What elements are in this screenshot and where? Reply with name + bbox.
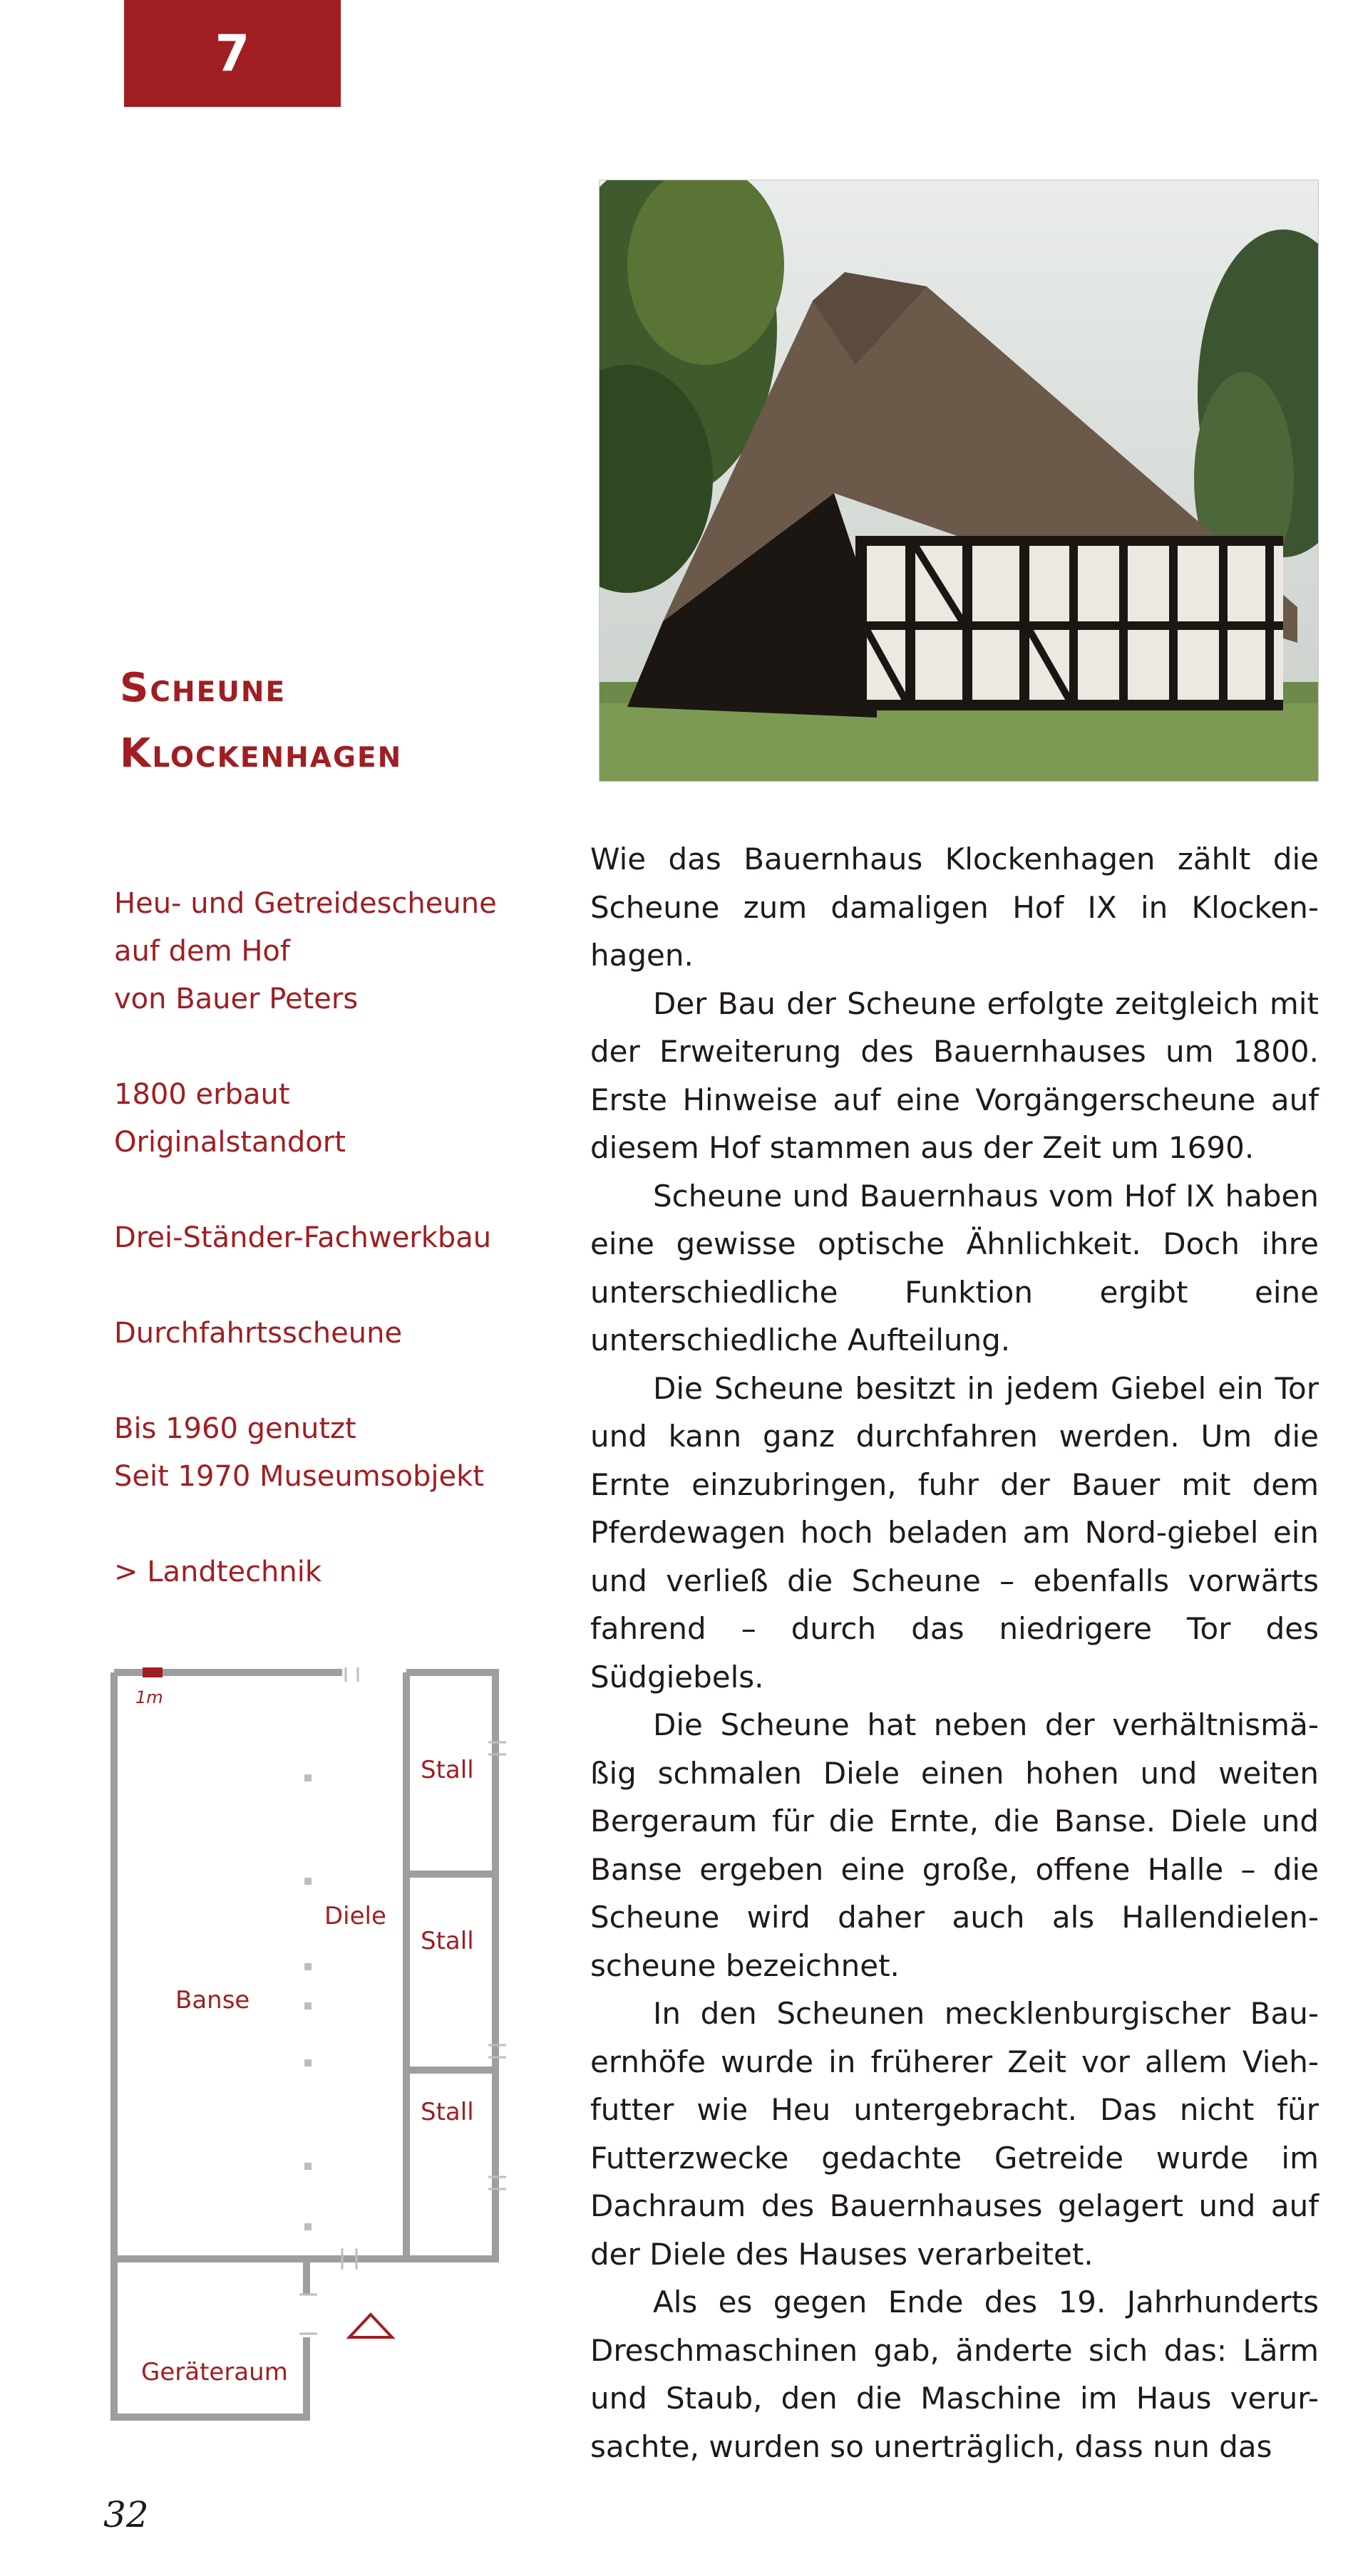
title-line-1: Scheune [120,665,287,711]
room-label-diele: Diele [324,1902,386,1930]
paragraph: Die Scheune besitzt in jedem Giebel ein Tor und kann ganz durchfahren werden. Um die Ernte einzubringen, fuhr der Bauer mit dem Pferdewagen hoch beladen am Nord-giebel ein und verließ die Scheune – ebenfalls vorwärts fahrend – durch das niedrigere Tor des Südgiebels. [590,1370,1319,1695]
title-line-2: Klockenhagen [120,730,403,777]
facts-list [114,880,570,1644]
paragraph: Der Bau der Scheune erfolgte zeitgleich mit der Erweiterung des Bauernhauses um 1800. Erste Hinweise auf eine Vorgängerscheune auf diesem Hof stammen aus der Zeit um 1690. [590,986,1319,1165]
fact-item: Drei-Ständer-Fachwerkbau [114,1221,492,1254]
floor-plan-drawing [107,1667,506,2423]
floor-plan [107,1667,506,2423]
landtechnik-link[interactable]: > Landtechnik [114,1556,322,1588]
chapter-tab [124,0,341,107]
paragraph: Wie das Bauernhaus Klockenhagen zählt die Scheune zum damaligen Hof IX in Klocken-hagen. [590,842,1319,973]
scale-label: 1m [135,1687,163,1707]
scale-bar [143,1667,163,1677]
page-number: 32 [103,2494,149,2535]
chapter-number: 7 [215,24,250,83]
room-label-stall-2: Stall [421,1927,474,1955]
room-label-stall-1: Stall [421,1756,474,1784]
paragraph: Als es gegen Ende des 19. Jahrhunderts Dreschmaschinen gab, änderte sich das: Lärm und Staub, den die Maschine im Haus verur-sachte, wurden so unerträglich, dass nun das [590,2285,1319,2464]
paragraph: Die Scheune hat neben der verhältnismä-ßig schmalen Diele einen hohen und weiten Bergeraum für die Ernte, die Banse. Diele und Banse ergeben eine große, offene Halle – die Scheune wird daher auch als Hallendielen-scheune bezeichnet. [590,1707,1319,1983]
barn-photo [599,180,1319,782]
fact-item: Durchfahrtsscheune [114,1317,403,1350]
fact-item: Bis 1960 genutzt Seit 1970 Museumsobjekt [114,1412,484,1493]
paragraph: Scheune und Bauernhaus vom Hof IX haben eine gewisse optische Ähnlichkeit. Doch ihre unterschiedliche Funktion ergibt eine unterschiedliche Aufteilung. [590,1178,1319,1357]
room-label-stall-3: Stall [421,2098,474,2126]
room-label-geraeteraum: Geräteraum [141,2358,288,2386]
article-body [590,835,1319,2471]
paragraph: In den Scheunen mecklenburgischer Bau-ernhöfe wurde in früherer Zeit vor allem Vieh-futter wie Heu untergebracht. Das nicht für Futterzwecke gedachte Getreide wurde im Dachraum des Bauernhauses gelagert und auf der Diele des Hauses verarbeitet. [590,1996,1319,2272]
page-title [120,656,547,787]
barn-photo-illustration [599,180,1319,782]
entrance-arrow-icon [349,2314,392,2337]
room-label-banse: Banse [175,1986,250,2014]
fact-item: 1800 erbaut Originalstandort [114,1078,346,1159]
fact-item: Heu- und Getreidescheune auf dem Hof von Bauer Peters [114,887,497,1015]
